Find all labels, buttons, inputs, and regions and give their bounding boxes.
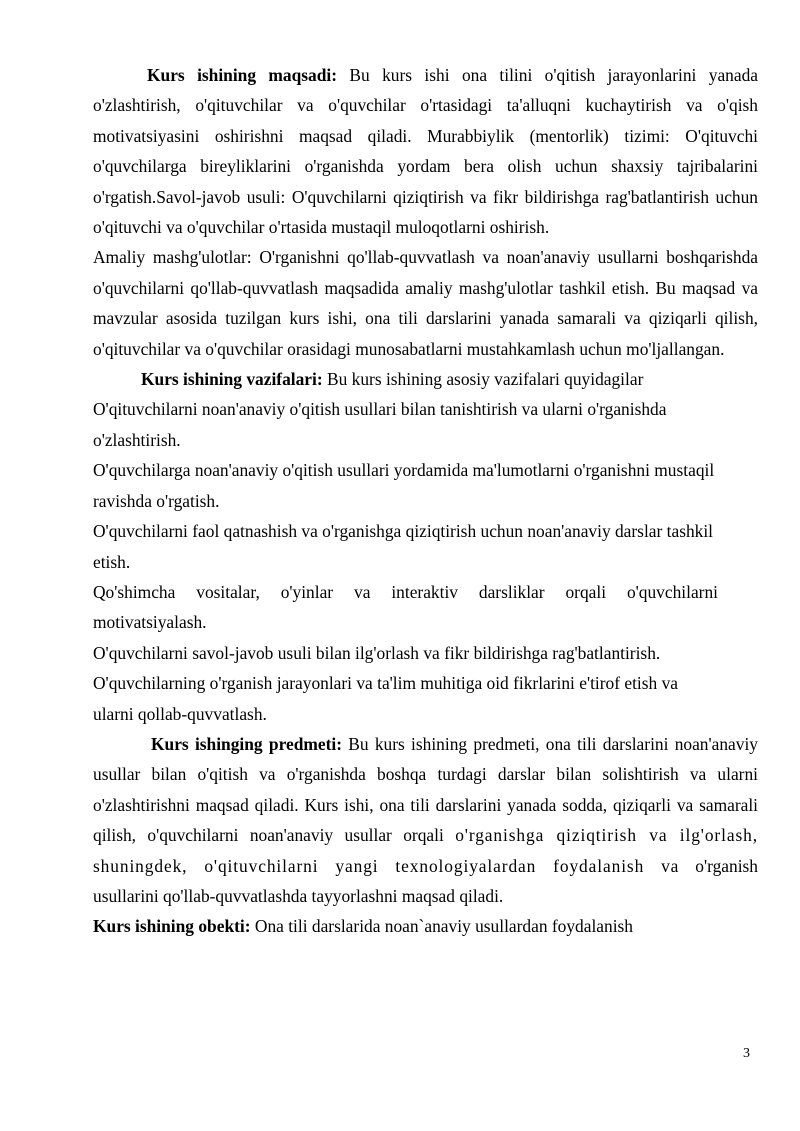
task-item-4: Qo'shimcha vositalar, o'yinlar va interaktiv darsliklar orqali o'quvchilarni motivatsiyalash. [93, 581, 718, 633]
goal-text: Bu kurs ishi ona tilini o'qitish jarayonlarini yanada o'zlashtirish, o'qituvchilar va o'quvchilar o'rtasidagi ta'alluqni kuchaytirish va o'qish motivatsiyasini oshirishni maqsad qiladi. Murabbiylik (mentorlik) tizimi: O'qituvchi o'quvchilarga bireyliklarini o'rganishda yordam bera olish uchun shaxsiy tajribalarini o'rgatish.Savol-javob usuli: O'quvchilarni qiziqtirish va fikr bildirishga rag'batlantirish uchun o'qituvchi va o'quvchilar o'rtasida mustaqil muloqotlarni oshirish. [93, 65, 759, 238]
subject-paragraph [93, 729, 758, 911]
tasks-heading: Kurs ishining vazifalari: [141, 369, 323, 390]
subject-text-c: o'rganish usullarini qo'llab-quvvatlashda tayyorlashni maqsad qiladi. [93, 855, 758, 906]
object-text: Ona tili darslarida noan`anaviy usullardan foydalanish [250, 916, 634, 937]
document-page [93, 60, 758, 942]
subject-text-a: Bu kurs ishining predmeti, ona tili darslarini noan'anaviy usullar bilan o'qitish va o'rganishda boshqa turdagi darslar bilan solishtirish va ularni o'zlashtirishni maqsad qiladi. Kurs ishi, ona tili darslarini yanada sodda, qiziqarli va samarali qilish, o'quvchilarni noan'anaviy usullar orqali [93, 733, 758, 846]
object-heading: Kurs ishining obekti: [93, 916, 251, 937]
goal-heading: Kurs ishining maqsadi: [147, 65, 338, 85]
subject-text-b: o'rganishga qiziqtirish va ilg'orlash, shuningdek, o'qituvchilarni yangi texnologiyalardan foydalanish va [93, 825, 758, 876]
practice-paragraph: Amaliy mashg'ulotlar: O'rganishni qo'llab-quvvatlash va noan'anaviy usullarni boshqarishda o'quvchilarni qo'llab-quvvatlash maqsadida amaliy mashg'ulotlar tashkil etish. Bu maqsad va mavzular asosida tuzilgan kurs ishi, ona tili darslarini yanada samarali va qiziqarli qilish, o'qituvchilar va o'quvchilar orasidagi munosabatlarni mustahkamlash uchun mo'ljallangan. [93, 247, 758, 359]
page-number: 3 [743, 1046, 750, 1061]
task-item-3: O'quvchilarni faol qatnashish va o'rganishga qiziqtirish uchun noan'anaviy darslar tashkil etish. [93, 521, 714, 572]
object-paragraph [93, 911, 758, 941]
tasks-intro-paragraph [93, 364, 758, 394]
task-item-1: O'qituvchilarni noan'anaviy o'qitish usullari bilan tanishtirish va ularni o'rganishda o'zlashtirish. [93, 399, 667, 450]
task-item-2: O'quvchilarga noan'anaviy o'qitish usullari yordamida ma'lumotlarni o'rganishni mustaqil ravishda o'rgatish. [93, 460, 715, 511]
goal-paragraph [93, 60, 758, 242]
subject-heading: Kurs ishinging predmeti: [151, 733, 342, 754]
task-item-6: O'quvchilarning o'rganish jarayonlari va ta'lim muhitiga oid fikrlarini e'tirof etish va ularni qollab-quvvatlash. [93, 673, 678, 724]
tasks-intro-text: Bu kurs ishining asosiy vazifalari quyidagilar [322, 369, 644, 390]
task-item-5: O'quvchilarni savol-javob usuli bilan ilg'orlash va fikr bildirishga rag'batlantirish. [93, 642, 661, 663]
